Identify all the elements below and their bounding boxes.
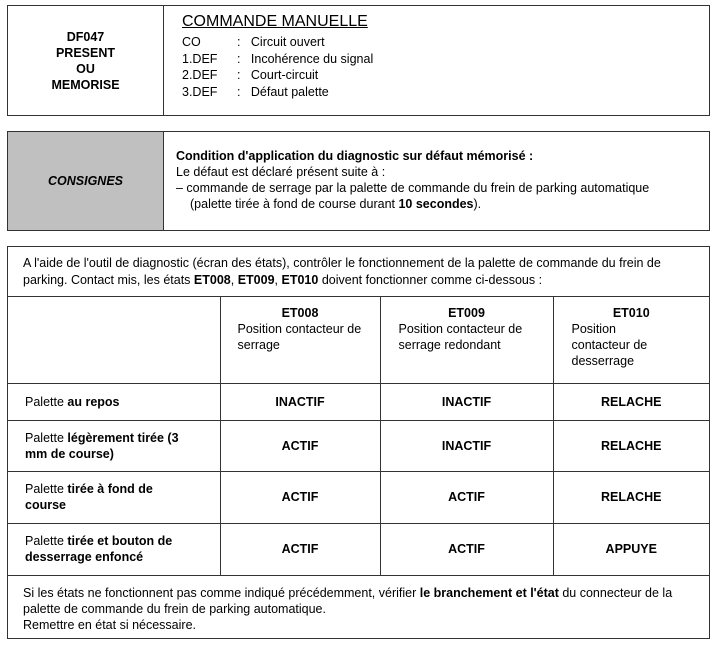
column-label: Position contacteur de serrage redondant — [398, 322, 523, 352]
code-desc: Circuit ouvert — [250, 35, 325, 49]
consignes-text: ). — [473, 197, 482, 211]
footer-line — [23, 585, 697, 617]
column-code: ET008 — [281, 306, 319, 320]
fault-code-row — [182, 51, 709, 68]
fault-code-row — [182, 84, 709, 101]
row-label — [8, 471, 220, 523]
state-value: APPUYE — [553, 523, 709, 575]
code-desc: Court-circuit — [250, 68, 319, 82]
intro-part: , — [274, 273, 282, 287]
state-value: ACTIF — [220, 523, 380, 575]
code-desc: Incohérence du signal — [250, 51, 374, 66]
footer-part: Si les états ne fonctionnent pas comme indiqué précédemment, vérifier — [23, 585, 420, 600]
row-label-text: Palette — [25, 482, 68, 496]
row-label — [8, 383, 220, 420]
consignes-line: – commande de serrage par la palette de commande du frein de parking automatique — [176, 181, 650, 195]
state-value: INACTIF — [380, 420, 553, 471]
fault-code: DF047 — [66, 29, 105, 44]
consignes-heading: Condition d'application du diagnostic sur défaut mémorisé : — [176, 149, 534, 163]
column-header — [553, 297, 709, 383]
row-label-bold: tirée et bouton de desserrage enfoncé — [25, 534, 173, 564]
state-value: ACTIF — [380, 471, 553, 523]
table-row — [8, 523, 709, 575]
intro-part: A l'aide de l'outil de diagnostic (écran des états), contrôler le fonctionnement de la palette de commande du frein de parking. Contact mis, les états — [23, 256, 661, 287]
consignes-duration: 10 secondes — [398, 197, 474, 211]
fault-title: COMMANDE MANUELLE — [182, 13, 368, 30]
code-label: 3.DEF — [182, 84, 218, 99]
fault-header-box — [7, 5, 710, 116]
row-label — [8, 420, 220, 471]
state-code: ET009 — [237, 273, 275, 287]
code-desc: Défaut palette — [250, 84, 329, 99]
footer-text — [8, 576, 709, 633]
empty-header-cell — [8, 297, 220, 383]
fault-code-row — [182, 34, 709, 51]
column-label: Position contacteur de desserrage — [571, 322, 648, 368]
fault-status-or: OU — [76, 61, 95, 76]
column-code: ET010 — [612, 306, 650, 320]
row-label-bold: tirée à fond de course — [25, 482, 153, 512]
row-label-text: Palette — [25, 534, 68, 548]
fault-code-row — [182, 67, 709, 84]
code-label: 1.DEF — [182, 51, 218, 66]
state-value: ACTIF — [220, 471, 380, 523]
code-sep: : — [237, 68, 241, 82]
table-header-row — [8, 297, 709, 383]
states-table — [8, 297, 709, 576]
intro-text — [8, 247, 709, 297]
footer-line: Remettre en état si nécessaire. — [23, 617, 196, 632]
consignes-label: CONSIGNES — [8, 132, 164, 230]
states-check-box — [7, 246, 710, 639]
row-label-text: Palette — [25, 430, 68, 445]
state-value: RELACHE — [553, 383, 709, 420]
code-sep: : — [237, 84, 241, 99]
fault-status-present: PRESENT — [55, 45, 116, 60]
fault-description — [164, 6, 709, 115]
state-value: INACTIF — [220, 383, 380, 420]
consignes-box — [7, 131, 710, 231]
footer-bold: le branchement et l'état — [419, 585, 559, 600]
consignes-body — [164, 132, 709, 230]
consignes-text: (palette tirée à fond de course durant — [190, 197, 399, 211]
row-label-bold: au repos — [67, 394, 120, 409]
column-header — [380, 297, 553, 383]
state-code: ET008 — [193, 273, 231, 287]
table-row — [8, 471, 709, 523]
consignes-line: Le défaut est déclaré présent suite à : — [176, 165, 386, 179]
state-value: ACTIF — [380, 523, 553, 575]
state-value: INACTIF — [380, 383, 553, 420]
code-label: CO — [182, 35, 201, 49]
state-value: RELACHE — [553, 420, 709, 471]
state-value: RELACHE — [553, 471, 709, 523]
consignes-line — [176, 196, 709, 212]
fault-code-cell — [8, 6, 164, 115]
intro-part: doivent fonctionner comme ci-dessous : — [318, 273, 543, 287]
column-label: Position contacteur de serrage — [237, 322, 362, 352]
state-value: ACTIF — [220, 420, 380, 471]
intro-part: , — [230, 273, 238, 287]
column-header — [220, 297, 380, 383]
fault-status-memorised: MEMORISE — [51, 77, 120, 92]
code-sep: : — [237, 35, 241, 49]
code-label: 2.DEF — [182, 68, 218, 82]
table-row — [8, 420, 709, 471]
row-label — [8, 523, 220, 575]
row-label-bold: légèrement tirée (3 mm de course) — [25, 430, 179, 461]
footer-part: du connecteur de la palette de commande du frein de parking automatique. — [23, 585, 673, 616]
table-row — [8, 383, 709, 420]
column-code: ET009 — [448, 306, 485, 320]
state-code: ET010 — [281, 273, 319, 287]
row-label-text: Palette — [25, 394, 68, 409]
code-sep: : — [237, 51, 241, 66]
